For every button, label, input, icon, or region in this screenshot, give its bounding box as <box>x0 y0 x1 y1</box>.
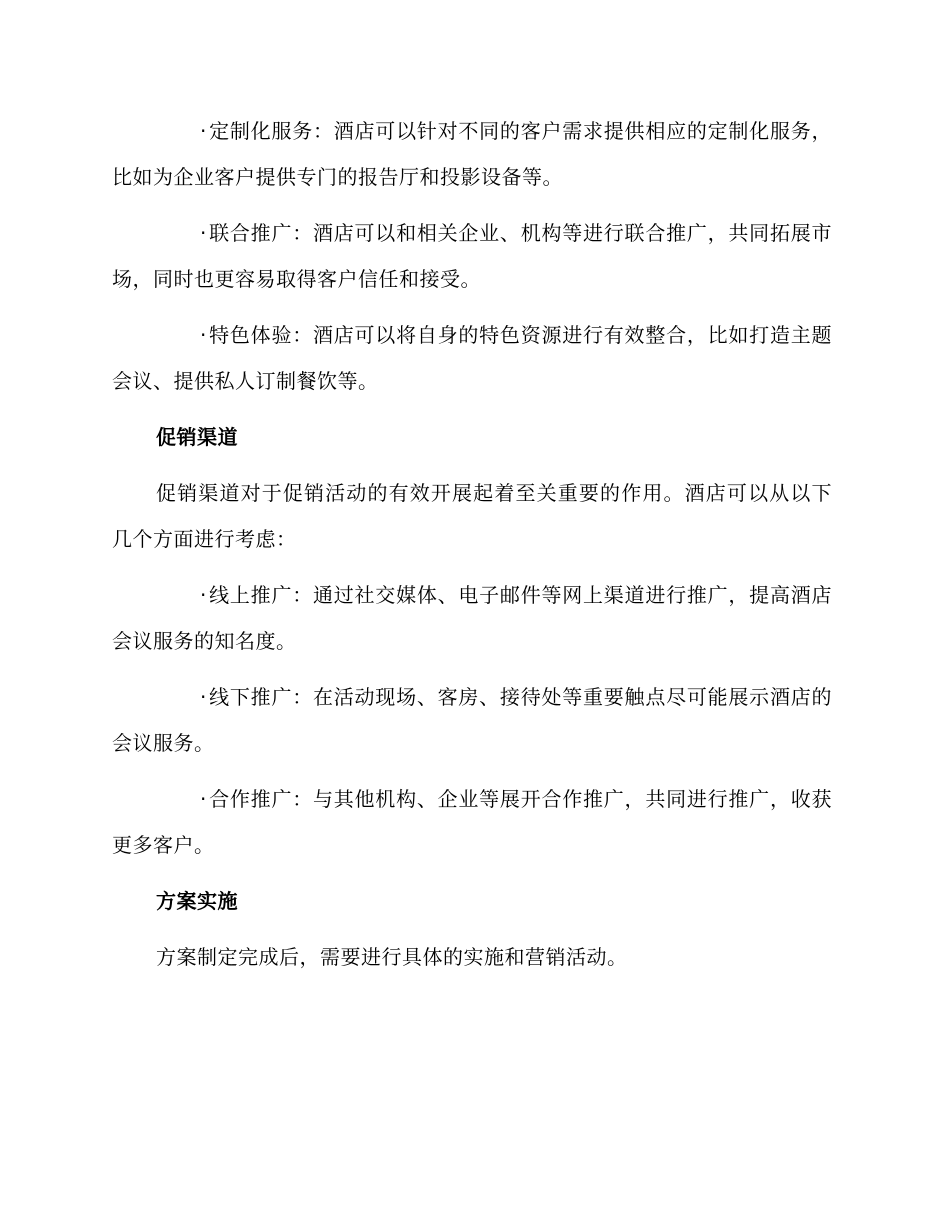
bullet-cooperative-promotion <box>112 776 832 868</box>
section-heading-plan-implementation: 方案实施 <box>156 889 238 913</box>
paragraph-promotion-channels-intro: 促销渠道对于促销活动的有效开展起着至关重要的作用。酒店可以从以下几个方面进行考虑： <box>112 481 832 551</box>
bullet-dot: · <box>200 119 207 143</box>
bullet-text: 定制化服务：酒店可以针对不同的客户需求提供相应的定制化服务，比如为企业客户提供专门的报告厅和投影设备等。 <box>112 119 832 189</box>
bullet-joint-promotion <box>112 210 832 302</box>
bullet-dot: · <box>200 787 207 811</box>
paragraph-plan-implementation: 方案制定完成后，需要进行具体的实施和营销活动。 <box>156 945 628 969</box>
bullet-dot: · <box>200 685 207 709</box>
bullet-text: 合作推广：与其他机构、企业等展开合作推广，共同进行推广，收获更多客户。 <box>112 787 832 857</box>
bullet-text: 特色体验：酒店可以将自身的特色资源进行有效整合，比如打造主题会议、提供私人订制餐饮等。 <box>112 323 832 393</box>
bullet-text: 线上推广：通过社交媒体、电子邮件等网上渠道进行推广，提高酒店会议服务的知名度。 <box>112 583 832 653</box>
bullet-dot: · <box>200 221 207 245</box>
bullet-dot: · <box>200 323 207 347</box>
bullet-text: 线下推广：在活动现场、客房、接待处等重要触点尽可能展示酒店的会议服务。 <box>112 685 832 755</box>
bullet-special-experience <box>112 312 832 404</box>
bullet-online-promotion <box>112 572 832 664</box>
section-heading-promotion-channels: 促销渠道 <box>156 425 238 449</box>
bullet-offline-promotion <box>112 674 832 766</box>
bullet-dot: · <box>200 583 207 607</box>
bullet-customized-service <box>112 108 832 200</box>
document-page <box>112 108 832 990</box>
bullet-text: 联合推广：酒店可以和相关企业、机构等进行联合推广，共同拓展市场，同时也更容易取得客户信任和接受。 <box>112 221 832 291</box>
